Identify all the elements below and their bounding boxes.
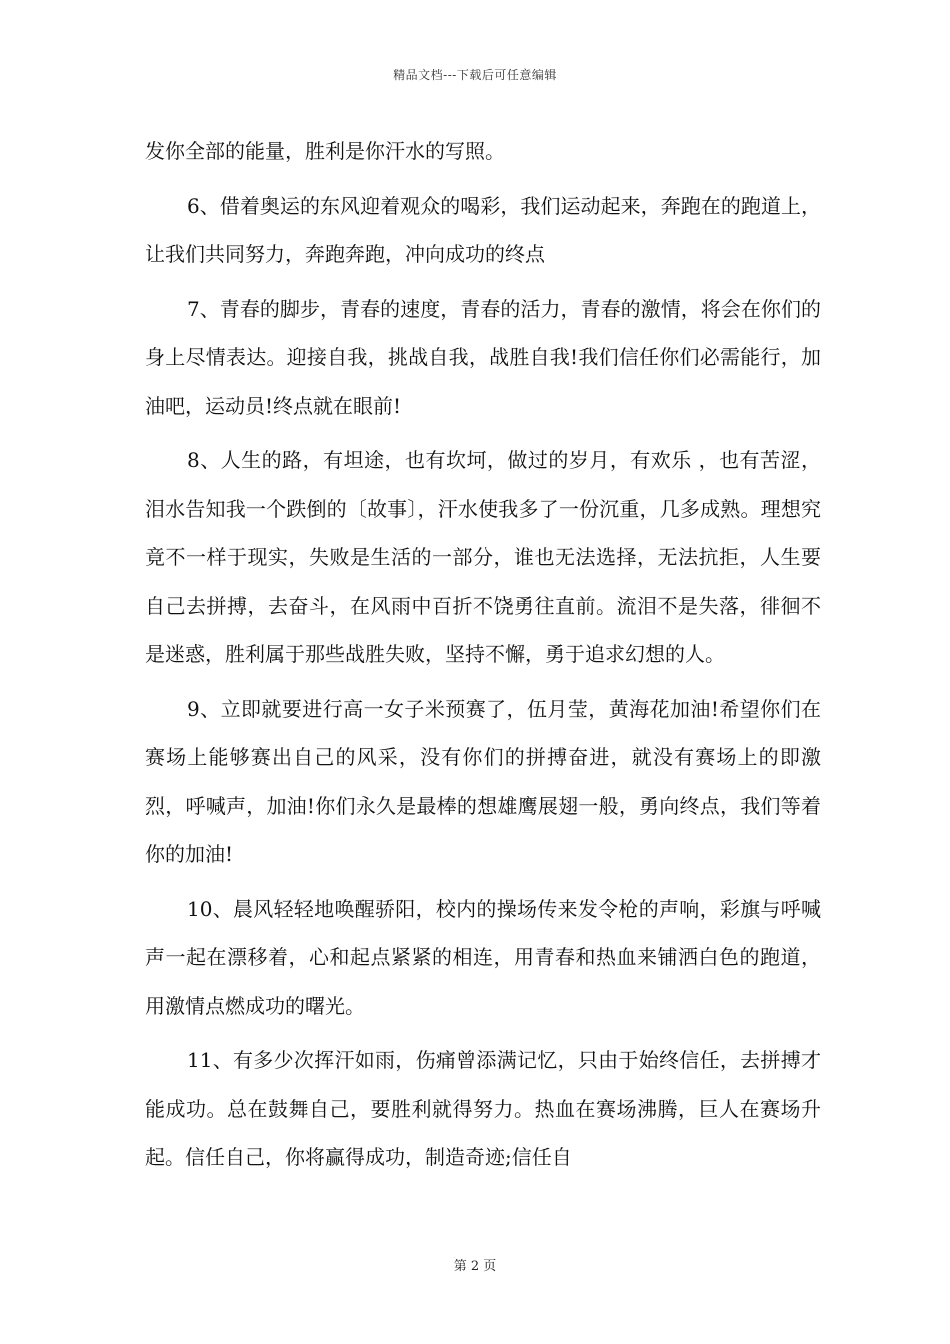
- paragraph: 7、青春的脚步，青春的速度，青春的活力，青春的激情，将会在你们的身上尽情表达。迎接自我，挑战自我，战胜自我!我们信任你们必需能行，加油吧，运动员!终点就在眼前!: [145, 296, 821, 418]
- paragraph: 11、有多少次挥汗如雨，伤痛曾添满记忆，只由于始终信任，去拼搏才能成功。总在鼓舞自己，要胜利就得努力。热血在赛场沸腾，巨人在赛场升起。信任自己，你将赢得成功，制造奇迹;信任自: [145, 1048, 821, 1169]
- paragraph: 6、借着奥运的东风迎着观众的喝彩，我们运动起来，奔跑在的跑道上，让我们共同努力，奔跑奔跑，冲向成功的终点: [145, 193, 821, 266]
- page-number: 第 2 页: [453, 1259, 497, 1274]
- document-body: [145, 127, 821, 1188]
- paragraph: 10、晨风轻轻地唤醒骄阳，校内的操场传来发令枪的声响，彩旗与呼喊声一起在漂移着，心和起点紧紧的相连，用青春和热血来铺洒白色的跑道，用激情点燃成功的曙光。: [145, 896, 821, 1018]
- page-header: 精品文档---下载后可任意编辑: [393, 68, 557, 82]
- paragraph: 发你全部的能量，胜利是你汗水的写照。: [145, 139, 505, 163]
- paragraph: 9、立即就要进行高一女子米预赛了，伍月莹，黄海花加油!希望你们在赛场上能够赛出自己的风采，没有你们的拼搏奋进，就没有赛场上的即激烈，呼喊声，加油!你们永久是最棒的想雄鹰展翅一般，勇向终点，我们等着你的加油!: [145, 696, 821, 866]
- paragraph: 8、人生的路，有坦途，也有坎坷，做过的岁月，有欢乐 ，也有苦涩，泪水告知我一个跌倒的〔故事〕，汗水使我多了一份沉重，几多成熟。理想究竟不一样于现实，失败是生活的一部分，谁也无法选择，无法抗拒，人生要自己去拼搏，去奋斗，在风雨中百折不饶勇往直前。流泪不是失落，徘徊不是迷惑，胜利属于那些战胜失败，坚持不懈，勇于追求幻想的人。: [145, 448, 821, 666]
